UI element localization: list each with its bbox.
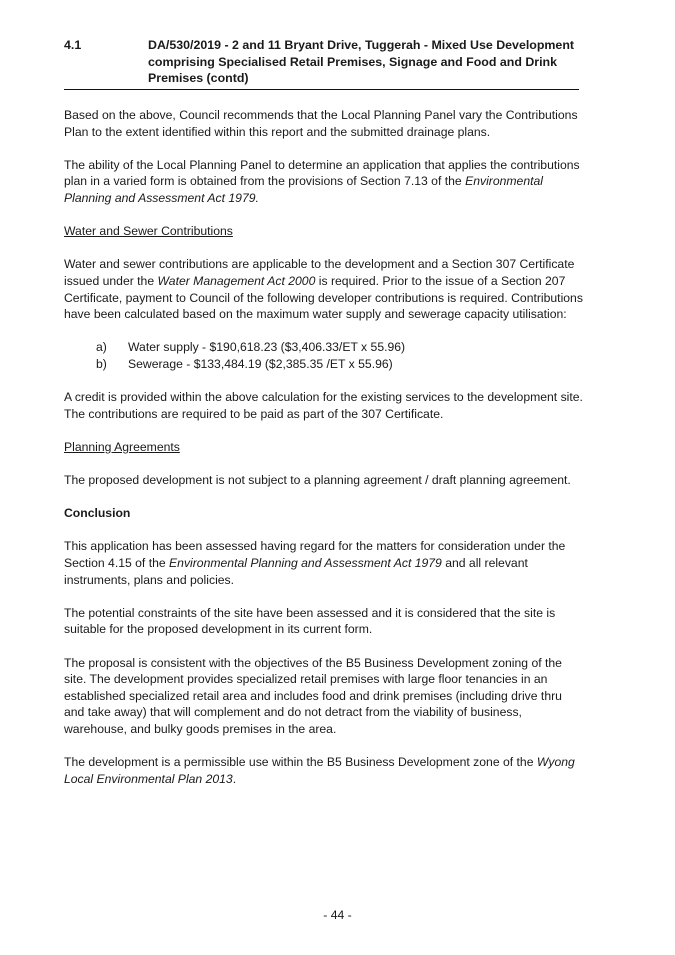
- paragraph-text: and all relevant instruments, plans and policies.: [64, 556, 528, 587]
- paragraph-text: This application has been assessed having regard for the matters for consideration under the Section 4.15 of the: [64, 539, 566, 571]
- item-number: 4.1: [64, 38, 82, 52]
- paragraph-text: .: [232, 771, 237, 786]
- list-item: [64, 356, 584, 373]
- list-item-label: b): [96, 356, 107, 371]
- paragraph-zoning-objectives: The proposal is consistent with the objectives of the B5 Business Development zoning of the site. The development provides specialized retail premises with large floor tenancies in an established specialized retail area and includes food and drink premises (including drive thru and take away) that will complement and do not detract from the viability of business, warehouse, and bulky goods premises in the area.: [64, 655, 562, 736]
- paragraph-text: Water and sewer contributions are applicable to the development and a Section 307 Certificate issued under the: [64, 257, 575, 288]
- list-item-text: Sewerage - $133,484.19 ($2,385.35 /ET x 55.96): [128, 356, 393, 371]
- paragraph-contributions-variation: Based on the above, Council recommends that the Local Planning Panel vary the Contributions Plan to the extent identified within this report and the submitted drainage plans.: [64, 108, 578, 139]
- paragraph-constraints: The potential constraints of the site have been assessed and it is considered that the site is suitable for the proposed development in its current form.: [64, 605, 556, 637]
- plan-reference: Wyong Local Environmental Plan 2013: [64, 755, 575, 786]
- paragraph-text: The ability of the Local Planning Panel to determine an application that applies the contributions plan in a varied form is obtained from the provisions of Section 7.13 of the: [64, 157, 580, 189]
- heading-conclusion: Conclusion: [64, 506, 131, 521]
- paragraph-permissible-use: [64, 754, 584, 787]
- heading-planning-agreements: Planning Agreements: [64, 439, 180, 454]
- act-reference: Environmental Planning and Assessment Act 1979.: [64, 174, 543, 205]
- paragraph-planning-agreement: The proposed development is not subject to a planning agreement / draft planning agreement.: [64, 473, 571, 488]
- item-title: DA/530/2019 - 2 and 11 Bryant Drive, Tuggerah - Mixed Use Development comprising Specialised Retail Premises, Signage and Food and Drink Premises (contd): [148, 38, 575, 85]
- list-item: [64, 339, 584, 356]
- paragraph-assessment: [64, 538, 584, 588]
- act-reference: Environmental Planning and Assessment Act 1979: [169, 556, 442, 571]
- paragraph-text: is required. Prior to the issue of a Section 207 Certificate, payment to Council of the following developer contributions is required. Contributions have been calculated based on the maximum water supply and sewerage capacity utilisation:: [64, 273, 583, 322]
- heading-water-sewer: Water and Sewer Contributions: [64, 224, 233, 239]
- paragraph-text: The development is a permissible use within the B5 Business Development zone of the: [64, 755, 537, 770]
- report-body: [64, 107, 584, 804]
- list-item-text: Water supply - $190,618.23 ($3,406.33/ET x 55.96): [128, 340, 406, 355]
- list-item-label: a): [96, 340, 107, 355]
- item-header: [64, 37, 579, 90]
- act-reference: Water Management Act 2000: [157, 273, 316, 288]
- contributions-list: [64, 339, 584, 372]
- paragraph-credit: A credit is provided within the above calculation for the existing services to the development site. The contributions are required to be paid as part of the 307 Certificate.: [64, 390, 583, 421]
- paragraph-panel-ability: [64, 157, 584, 207]
- page-number: - 44 -: [323, 908, 352, 922]
- paragraph-water-sewer: [64, 256, 584, 322]
